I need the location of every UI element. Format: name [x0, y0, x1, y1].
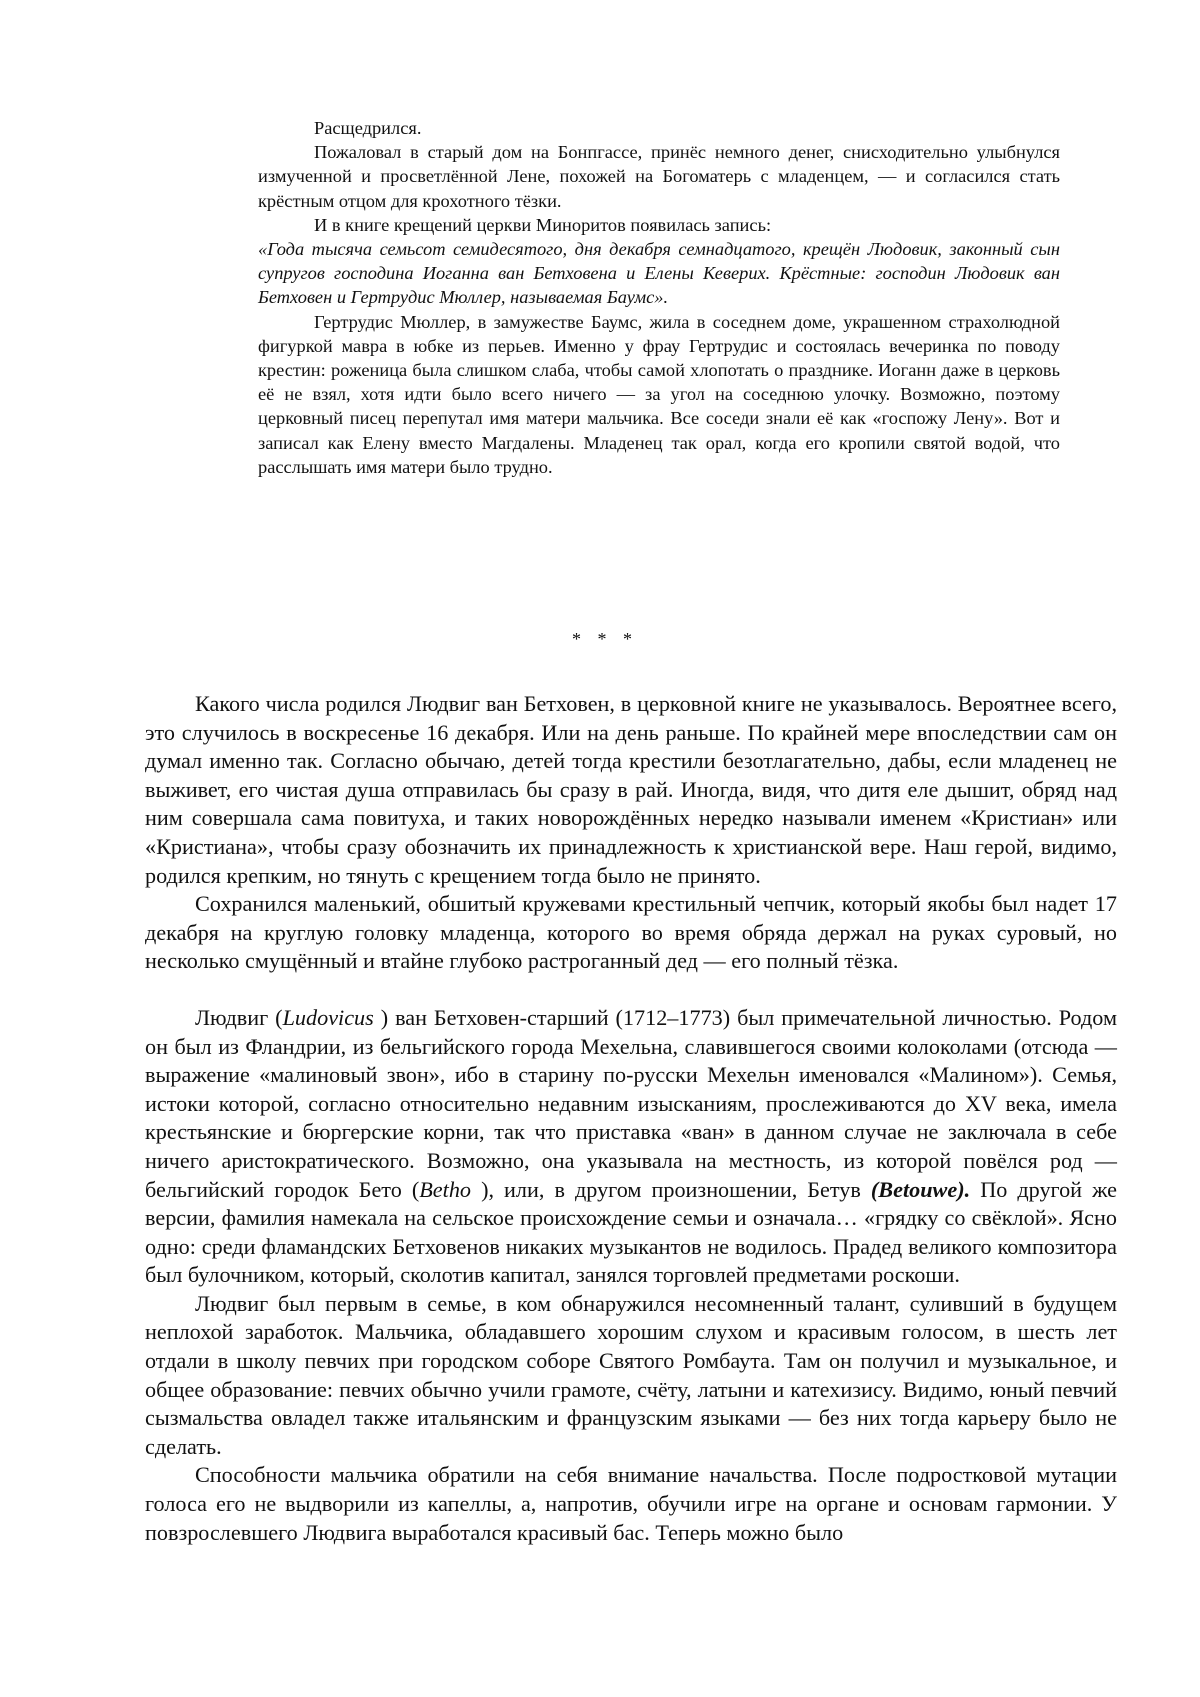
latin-name-betho: Betho — [419, 1176, 472, 1202]
latin-name-betouwe: (Betouwe). — [870, 1176, 971, 1202]
quote-block — [258, 116, 1060, 479]
main-paragraph-1: Какого числа родился Людвиг ван Бетховен, в церковной книге не указывалось. Вероятнее всего, это случилось в воскресенье 16 декабря. Или на день раньше. По крайней мере впоследствии сам он думал именно так. Согласно обычаю, детей тогда крестили безотлагательно, дабы, если младенец не выживет, его чистая душа отправилась бы сразу в рай. Иногда, видя, что дитя еле дышит, обряд над ним совершала сама повитуха, и таких новорождённых нередко называли именем «Кристиан» или «Кристиана», чтобы сразу обозначить их принадлежность к христианской вере. Наш герой, видимо, родился крепким, но тянуть с крещением тогда было не принято. — [145, 691, 1117, 888]
quote-paragraph-1: Расщедрился. — [314, 118, 422, 138]
main-paragraph-5: Способности мальчика обратили на себя внимание начальства. После подростковой мутации голоса его не выдворили из капеллы, а, напротив, обучили игре на органе и основам гармонии. У повзрослевшего Людвига выработался красивый бас. Теперь можно было — [145, 1462, 1117, 1545]
quote-paragraph-2: Пожаловал в старый дом на Бонпгассе, принёс немного денег, снисходительно улыбнулся измученной и просветлённой Лене, похожей на Богоматерь с младенцем, — и согласился стать крёстным отцом для крохотного тёзки. — [258, 142, 1060, 211]
section-separator: * * * — [572, 629, 638, 649]
latin-name-ludovicus: Ludovicus — [282, 1004, 374, 1030]
baptism-record-quote: «Года тысяча семьсот семидесятого, дня декабря семнадцатого, крещён Людовик, законный сын супругов господина Иоганна ван Бетховена и Елены Кеверих. Крёстные: господин Людовик ван Бетховен и Гертрудис Мюллер, называемая Баумс». — [258, 239, 1060, 308]
text-run: ) ван Бетховен-старший (1712–1773) был примечательной личностью. Родом он был из Фландрии, из бельгийского города Мехельна, славившегося своими колоколами (отсюда — выражение «малиновый звон», ибо в старину по-русски Мехельн именовался «Малином»). Семья, истоки которой, согласно относительно недавним изысканиям, прослеживаются до XV века, имела крестьянские и бюргерские корни, так что приставка «ван» в данном случае не заключала в себе ничего аристократического. Возможно, она указывала на местность, из которой повёлся род — бельгийский городок Бето ( — [145, 1004, 1118, 1202]
main-text — [145, 690, 1117, 1547]
quote-paragraph-5: Гертрудис Мюллер, в замужестве Баумс, жила в соседнем доме, украшенном страхолюдной фигуркой мавра в юбке из перьев. Именно у фрау Гертрудис и состоялась вечеринка по поводу крестин: роженица была слишком слаба, чтобы самой хлопотать о празднике. Иоганн даже в церковь её не взял, хотя идти было всего ничего — за угол на соседнюю улочку. Возможно, поэтому церковный писец перепутал имя матери мальчика. Все соседи знали её как «госпожу Лену». Вот и записал как Елену вместо Магдалены. Младенец так орал, когда его кропили святой водой, что расслышать имя матери было трудно. — [258, 311, 1060, 477]
main-paragraph-3 — [145, 1004, 1117, 1290]
quote-paragraph-3: И в книге крещений церкви Миноритов появилась запись: — [314, 214, 772, 235]
text-run: По другой же версии, фамилия намекала на сельское происхождение семьи и означала… «грядку со свёклой». Ясно одно: среди фламандских Бетховенов никаких музыкантов не водилось. Прадед великого композитора был булочником, который, сколотив капитал, занялся торговлей предметами роскоши. — [145, 1176, 1117, 1288]
text-run: ), или, в другом произношении, Бетув — [471, 1176, 871, 1202]
main-paragraph-2: Сохранился маленький, обшитый кружевами крестильный чепчик, который якобы был надет 17 декабря на круглую головку младенца, которого во время обряда держал на руках суровый, но несколько смущённый и втайне глубоко растроганный дед — его полный тёзка. — [145, 891, 1117, 974]
text-run: Людвиг ( — [195, 1004, 283, 1030]
main-paragraph-4: Людвиг был первым в семье, в ком обнаружился несомненный талант, суливший в будущем неплохой заработок. Мальчика, обладавшего хорошим слухом и красивым голосом, в шесть лет отдали в школу певчих при городском соборе Святого Ромбаута. Там он получил и музыкальное, и общее образование: певчих обычно учили грамоте, счёту, латыни и катехизису. Видимо, юный певчий сызмальства овладел также итальянским и французским языками — без них тогда карьеру было не сделать. — [145, 1290, 1117, 1459]
